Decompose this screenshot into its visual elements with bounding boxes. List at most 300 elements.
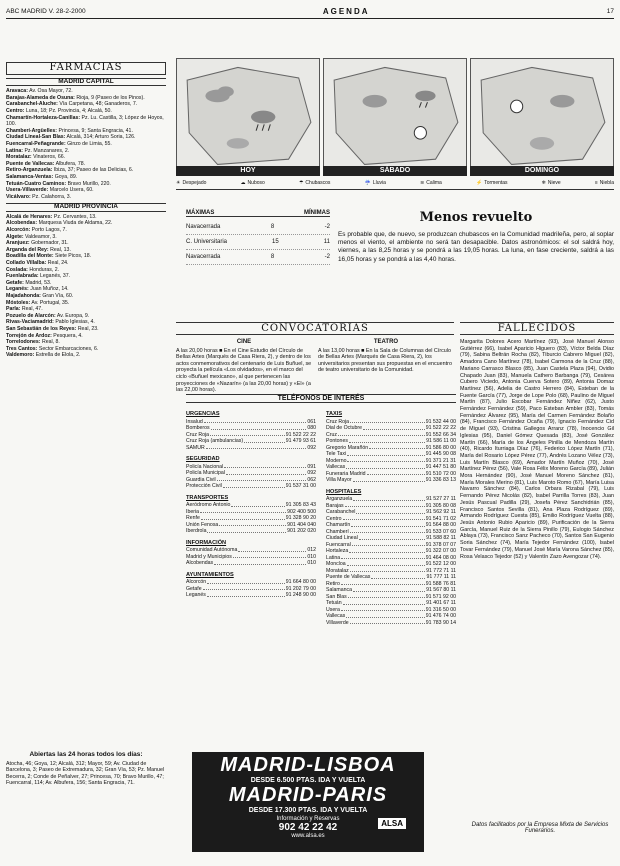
pharmacy-zone: Centro:	[6, 107, 25, 114]
farmacias-column	[6, 62, 166, 359]
pharmacy-address: Albufera, 78.	[55, 160, 86, 167]
temp-station: Navacerrada	[186, 254, 221, 260]
phone-name: Gregorio Marañón	[326, 444, 369, 451]
phone-number: 061	[307, 418, 316, 425]
pharmacy-zone: Tres Cantos:	[6, 345, 38, 352]
pharmacy-address: Pesquera, 4.	[53, 332, 83, 339]
leader-dots	[207, 528, 286, 533]
fallecidos-source: Datos facilitados por la Empresa Mixta de Servicios Funerarios.	[471, 822, 609, 834]
leader-dots	[204, 419, 307, 424]
cloud-icon	[550, 95, 574, 108]
leader-dots	[211, 425, 307, 430]
phone-name: Moncloa	[326, 561, 346, 567]
pharmacy-entry	[6, 174, 166, 181]
legend-item	[542, 180, 561, 186]
phone-number: 010	[307, 560, 316, 566]
telefonos-left-column	[186, 406, 316, 626]
phone-name: Chamberí	[326, 528, 349, 535]
day-today: HOY	[176, 166, 320, 176]
leader-dots	[367, 471, 425, 476]
pharmacy-entry	[6, 108, 166, 115]
leader-dots	[353, 496, 425, 501]
min-header: MÍNIMAS	[304, 210, 330, 216]
phone-number: 902 400 500	[287, 508, 316, 515]
pharmacy-address: Pz. Lu. Castilla, 3; López de Hoyos, 100.	[6, 114, 164, 128]
phone-number: 91 378 07 07	[425, 541, 456, 548]
phone-name: Arganzuela	[326, 496, 353, 502]
legend-label: Chubascos	[305, 180, 331, 186]
cloud-icon	[530, 137, 554, 150]
phone-name: Pontones	[326, 438, 348, 444]
pharmacy-zone: Fuenlabrada:	[6, 273, 39, 280]
farmacias-title: FARMACIAS	[6, 62, 166, 75]
weather-map-today	[176, 58, 320, 176]
phone-name: Barajas	[326, 502, 344, 509]
pharmacy-address: Siete Picos, 18.	[55, 253, 92, 260]
pharmacy-zone: Valdemoro:	[6, 352, 35, 359]
pharmacy-entry	[6, 194, 166, 201]
phone-number: 91 783 90 14	[425, 619, 456, 626]
pharmacy-entry	[6, 95, 166, 102]
pharmacy-entry	[6, 267, 166, 274]
pharmacy-address: Juan Muñoz, 14.	[30, 286, 69, 293]
leader-dots	[341, 607, 425, 612]
pharmacy-zone: Ciudad Lineal-San Blas:	[6, 134, 66, 141]
phone-number: 91 479 93 61	[285, 438, 316, 444]
phone-name: Guardia Civil	[186, 476, 216, 483]
phone-number: 91 571 92 00	[425, 593, 456, 600]
sun-icon	[414, 126, 426, 139]
phone-number: 91 522 22 22	[285, 431, 316, 438]
pharmacy-address: Pz. Calahorra, 3.	[32, 193, 72, 200]
phone-number: 91 537 31 00	[285, 483, 316, 489]
pharmacy-zone: Chamberí-Argüelles:	[6, 127, 58, 134]
pharmacy-entry	[6, 346, 166, 353]
phone-name: Policía Nacional	[186, 463, 224, 470]
phone-number: 91 588 76 81	[425, 580, 456, 587]
leader-dots	[349, 438, 425, 443]
phone-number: 91 510 72 00	[425, 470, 456, 477]
pharmacy-entry	[6, 333, 166, 340]
pharmacy-address: Vía Carpetana, 48; Ganaderos, 7.	[59, 101, 138, 108]
phone-name: Tele Taxi	[326, 451, 347, 457]
phone-group-title: SEGURIDAD	[186, 456, 220, 462]
phone-name: Villaverde	[326, 619, 349, 626]
pharmacy-entry	[6, 187, 166, 194]
leader-dots	[346, 464, 424, 469]
cloud-icon	[227, 138, 249, 149]
phone-name: Iberia	[186, 508, 199, 515]
legend-item	[176, 180, 206, 186]
pharmacy-entry	[6, 115, 166, 128]
weather-map-saturday	[323, 58, 467, 176]
phone-number: 91 336 83 13	[425, 477, 456, 483]
pharmacy-address: Rioja, 9 (Paseo de los Pinos).	[76, 94, 145, 101]
leader-dots	[363, 425, 425, 430]
pharmacy-zone: Puente de Vallecas:	[6, 160, 55, 167]
phone-number: 91 562 92 11	[426, 509, 456, 515]
pharmacy-address: Gran Vía, 60.	[42, 293, 74, 299]
map-saturday-graphic	[324, 59, 466, 175]
phone-name: Moderno	[326, 457, 347, 464]
phone-number: 91 476 74 00	[425, 613, 456, 619]
phone-name: Villa Mayor	[326, 477, 352, 483]
showers-icon: ☂	[298, 180, 304, 186]
phone-name: Vallecas	[326, 464, 346, 470]
leader-dots	[353, 477, 425, 482]
phone-name: Cruz Roja (ambulancias)	[186, 438, 244, 444]
leader-dots	[350, 568, 425, 573]
phone-name: Insalud	[186, 418, 203, 425]
leader-dots	[348, 594, 425, 599]
leader-dots	[346, 613, 424, 618]
pharmacy-address: Av. Portugal, 35.	[31, 299, 70, 306]
pharmacy-address: Real, 47.	[21, 306, 43, 313]
ad-line-paris: MADRID-PARIS	[228, 784, 388, 806]
phone-name: Getafe	[186, 585, 202, 592]
pharmacy-entry	[6, 306, 166, 313]
pharmacy-address: Leganés, 37.	[40, 273, 71, 280]
pharmacy-entry	[6, 319, 166, 326]
phone-number: 91 586 11 00	[426, 438, 456, 444]
temperature-row	[186, 235, 330, 250]
capital-title: MADRID CAPITAL	[6, 78, 166, 87]
pharmacy-address: Luna, 18; Pz. Provincia, 4; Alcalá, 50.	[25, 107, 112, 114]
legend-item	[476, 180, 508, 186]
pharmacy-entry	[6, 101, 166, 108]
phone-row	[186, 560, 316, 567]
phone-name: Hortaleza	[326, 548, 349, 554]
phone-number: 91 564 88 00	[425, 522, 456, 528]
pharmacy-address: Pz. Cervantes, 13.	[53, 213, 97, 220]
max-header: MÁXIMAS	[186, 210, 215, 216]
leader-dots	[350, 419, 425, 424]
leader-dots	[353, 587, 425, 592]
sun-icon: ☀	[176, 180, 181, 186]
phone-number: 080	[307, 425, 316, 431]
pharmacy-zone: Móstoles:	[6, 299, 31, 306]
phone-number: 91 567 80 11	[426, 587, 456, 593]
ad-price-lisboa: DESDE 6.500 PTAS. IDA Y VUELTA	[250, 777, 366, 784]
phone-row	[326, 620, 456, 627]
phone-number: 901 404 040	[287, 521, 316, 528]
pharmacy-entry	[6, 167, 166, 174]
phone-name: Vallecas	[326, 613, 346, 619]
leader-dots	[233, 554, 307, 559]
pharmacy-address: Madrid, 53.	[25, 279, 52, 286]
pharmacy-address: Pablo Iglesias, 4.	[55, 319, 95, 326]
phone-name: Renfe	[186, 515, 200, 521]
phone-number: 91 305 80 08	[425, 502, 456, 509]
pharmacy-entry	[6, 128, 166, 135]
pharmacy-entry	[6, 280, 166, 287]
phone-number: 91 588 82 11	[426, 535, 456, 541]
legend-label: Calima	[426, 180, 442, 186]
leader-dots	[214, 560, 306, 565]
phone-number: 91 772 71 11	[426, 567, 456, 574]
phone-row	[326, 477, 456, 484]
pharmacy-zone: Tetuán-Cuatro Caminos:	[6, 180, 67, 187]
phone-name: Alcorcón	[186, 579, 207, 585]
phone-name: Aeródromo Antonio	[186, 502, 231, 508]
ad-line-lisboa: MADRID-LISBOA	[220, 754, 396, 776]
pharmacy-address: Sector Embarcaciones, 6.	[38, 345, 99, 352]
pharmacy-address: Goya, 89.	[54, 173, 78, 180]
leader-dots	[210, 432, 285, 437]
legend-label: Lluvia	[372, 180, 386, 186]
pharmacy-zone: Aranjuez:	[6, 240, 30, 247]
legend-label: Despejado	[182, 180, 207, 186]
phone-group-title: TRANSPORTES	[186, 494, 229, 501]
day-sunday: DOMINGO	[470, 166, 614, 176]
legend-item	[299, 180, 331, 186]
phone-name: SAMUR	[186, 444, 205, 451]
temperature-rows	[186, 220, 330, 265]
page-header	[6, 6, 614, 19]
capital-list	[6, 88, 166, 200]
phone-name: Iberdrola	[186, 528, 207, 534]
pharmacy-zone: Vicálvaro:	[6, 193, 31, 200]
pharmacy-entry	[6, 234, 166, 241]
pharmacy-entry	[6, 220, 166, 227]
phone-number: 91 522 22 22	[425, 425, 456, 431]
phone-number: 091	[307, 463, 316, 470]
pharmacy-entry	[6, 181, 166, 188]
pharmacy-entry	[6, 214, 166, 221]
leader-dots	[350, 529, 425, 534]
pharmacy-address: Real, 23.	[77, 325, 99, 332]
leader-dots	[207, 579, 285, 584]
pharmacy-zone: Fuencarral-Peñagrande:	[6, 140, 66, 147]
phone-name: Salamanca	[326, 587, 352, 593]
haze-icon: ≋	[420, 180, 425, 186]
pharmacy-address: Marquesa Viuda de Aldama, 22.	[38, 220, 113, 227]
phone-number: 092	[307, 470, 316, 476]
temperatures-table	[186, 210, 330, 265]
legend-item	[420, 180, 442, 186]
phone-name: Usera	[326, 606, 340, 613]
pharmacy-zone: Chamartín-Hortaleza-Canillas:	[6, 114, 81, 121]
pharmacy-entry	[6, 339, 166, 346]
phone-number: 91 202 79 00	[285, 585, 316, 592]
leader-dots	[224, 464, 306, 469]
phone-name: Funeraria Madrid	[326, 470, 366, 477]
sun-icon	[511, 100, 523, 113]
pharmacy-entry	[6, 148, 166, 155]
phone-number: 91 541 71 02	[425, 515, 456, 522]
ad-info: Información y Reservas	[276, 816, 340, 822]
leader-dots	[217, 477, 307, 482]
pharmacy-entry	[6, 352, 166, 359]
cloud-icon	[363, 95, 387, 108]
temp-max: 8	[270, 224, 275, 230]
phone-name: Cruz Roja	[186, 431, 210, 438]
temp-max: 15	[272, 239, 279, 245]
leader-dots	[226, 470, 306, 475]
leader-dots	[338, 432, 425, 437]
telefonos-title: TELÉFONOS DE INTERÉS	[186, 394, 456, 403]
pharmacy-zone: Torrelodones:	[6, 339, 41, 346]
pharmacy-zone: San Sebastián de los Reyes:	[6, 325, 77, 332]
pharmacy-address: Real, 8.	[41, 339, 60, 346]
weather-maps	[176, 58, 614, 176]
open-24h-title: Abiertas las 24 horas todos los días:	[29, 751, 143, 758]
pharmacy-entry	[6, 253, 166, 260]
phone-number: 91 248 90 00	[285, 592, 316, 598]
pharmacy-zone: Getafe:	[6, 279, 24, 286]
storm-icon: ⚡	[475, 180, 483, 186]
pharmacy-address: Alcalá, 314; Arturo Soria, 126.	[66, 134, 136, 141]
pharmacy-entry	[6, 247, 166, 254]
rain-icon: ☔	[364, 180, 371, 186]
phone-number: 91 305 83 43	[285, 502, 316, 508]
pharmacy-zone: Arganda del Rey:	[6, 246, 49, 253]
pharmacy-zone: Alcobendas:	[6, 220, 38, 227]
leader-dots	[347, 458, 424, 463]
provincia-list	[6, 214, 166, 359]
weather-day-labels	[176, 166, 614, 176]
leader-dots	[219, 522, 286, 527]
phone-name: Puente de Vallecas	[326, 574, 371, 580]
phone-number: 91 532 44 00	[425, 418, 456, 425]
pharmacy-zone: Usera-Villaverde:	[6, 187, 49, 194]
phone-name: Carabanchel	[326, 509, 356, 515]
pharmacy-address: Princesa, 9; Santa Engracia, 41.	[58, 127, 133, 134]
phone-name: Latina	[326, 554, 341, 561]
phone-row	[186, 445, 316, 452]
pharmacy-address: Ibiza, 37; Paseo de las Delicias, 6.	[53, 167, 134, 174]
forecast-headline: Menos revuelto	[419, 210, 533, 225]
phone-number: 91 447 51 80	[425, 464, 456, 470]
weather-legend	[176, 180, 614, 190]
convocatorias-title: CONVOCATORIAS	[176, 322, 454, 335]
map-today-graphic	[177, 59, 319, 175]
phone-name: San Blas	[326, 593, 347, 600]
pharmacy-zone: Aravaca:	[6, 88, 28, 95]
forecast-article	[338, 210, 614, 264]
legend-item	[241, 180, 265, 186]
pharmacy-entry	[6, 154, 166, 161]
header-date: ABC MADRID V. 28-2-2000	[6, 7, 86, 15]
temperatures-header	[186, 210, 330, 217]
pharmacy-zone: Carabanchel-Aluche:	[6, 101, 58, 108]
pharmacy-address: Vinateros, 66.	[33, 154, 66, 161]
temp-station: C. Universitaria	[186, 239, 228, 245]
phone-name: Dial de Octubre	[326, 425, 363, 431]
leader-dots	[351, 522, 424, 527]
legend-label: Nuboso	[247, 180, 265, 186]
temp-station: Navacerrada	[186, 224, 221, 230]
leader-dots	[223, 483, 285, 488]
phone-name: Chamartín	[326, 522, 351, 528]
cloud-icon: ☁	[240, 180, 246, 186]
leader-dots	[345, 503, 425, 508]
phone-group-title: URGENCIAS	[186, 411, 220, 417]
legend-label: Nieve	[547, 180, 561, 186]
ad-price-paris: DESDE 17.300 PTAS. IDA Y VUELTA	[248, 807, 368, 814]
leader-dots	[350, 620, 425, 625]
pharmacy-zone: Retiro-Arganzuela:	[6, 167, 53, 174]
pharmacy-entry	[6, 273, 166, 280]
alsa-logo: ALSA	[378, 818, 406, 829]
leader-dots	[201, 515, 285, 520]
weather-map-sunday	[470, 58, 614, 176]
phone-number: 91 527 27 11	[426, 496, 456, 502]
temp-min: -2	[324, 224, 330, 230]
phone-number: 91 371 21 31	[425, 457, 456, 464]
leader-dots	[347, 451, 425, 456]
ad-web: www.alsa.es	[291, 833, 325, 839]
pharmacy-address: Gobernador, 31.	[31, 240, 69, 247]
snow-icon: ❄	[541, 180, 546, 186]
phone-number: 91 586 80 00	[425, 444, 456, 451]
leader-dots	[341, 581, 425, 586]
legend-item	[595, 180, 614, 186]
pharmacy-address: Real, 24.	[47, 260, 69, 267]
pharmacy-entry	[6, 313, 166, 320]
leader-dots	[200, 509, 286, 514]
phone-number: 91 777 11 11	[426, 574, 456, 580]
phone-name: Comunidad Autónoma	[186, 547, 238, 553]
phone-name: Centro	[326, 515, 342, 522]
phone-group-title: INFORMACIÓN	[186, 539, 227, 546]
phone-name: Alcobendas	[186, 560, 214, 566]
pharmacy-address: Bravo Murillo, 220.	[67, 180, 111, 187]
map-sunday-graphic	[471, 59, 613, 175]
legend-item	[365, 180, 386, 186]
phone-number: 91 445 90 08	[425, 451, 456, 457]
pharmacy-address: Pz. Manzanares, 2.	[24, 147, 70, 154]
phone-number: 901 202 020	[287, 528, 316, 534]
day-saturday: SÁBADO	[323, 166, 467, 176]
cine-title: CINE	[236, 339, 252, 345]
provincia-title: MADRID PROVINCIA	[6, 203, 166, 212]
fallecidos-title: FALLECIDOS	[460, 322, 614, 335]
teatro-title: TEATRO	[373, 339, 399, 345]
phone-number: 092	[307, 444, 316, 451]
phone-name: Ciudad Lineal	[326, 535, 358, 541]
pharmacy-zone: Majadahonda:	[6, 293, 41, 299]
pharmacy-address: Valdeamor, 3.	[25, 233, 57, 240]
phone-number: 91 322 07 00	[425, 548, 456, 554]
pharmacy-zone: Parla:	[6, 306, 21, 313]
leader-dots	[369, 445, 425, 450]
pharmacy-zone: Rivas-Vaciamadrid:	[6, 319, 54, 326]
cine-text: A las 20,00 horas ■ En el Cine Estudio del Círculo de Bellas Artes (Marqués de Casa Riera, 2), y dentro de los actos conmemorativos del centenario de Luis Buñuel, se proyecta la película «Los olvidados», en el marco del ciclo «Buñuel mexicano», al que pertenecen las proyecciones de «Nazarín» (a las 20,00 horas) y «El» (a las 22,00 horas).	[176, 347, 312, 394]
leader-dots	[231, 502, 284, 507]
phone-name: Protección Civil	[186, 483, 222, 489]
phone-row	[186, 483, 316, 490]
cine-block	[176, 339, 312, 394]
legend-label: Tormentas	[484, 180, 508, 186]
phone-number: 010	[307, 553, 316, 560]
phone-row	[186, 592, 316, 599]
pharmacy-entry	[6, 134, 166, 141]
phone-name: Retiro	[326, 580, 340, 587]
open-24h-box	[6, 752, 166, 787]
fallecidos-section	[460, 322, 614, 560]
pharmacy-entry	[6, 141, 166, 148]
phone-name: Fuencarral	[326, 541, 351, 548]
pharmacy-entry	[6, 240, 166, 247]
phone-group-title: HOSPITALES	[326, 488, 362, 495]
temp-min: -2	[324, 254, 330, 260]
pharmacy-address: Av. Osa Mayor, 72.	[29, 88, 73, 95]
leader-dots	[341, 555, 425, 560]
phone-group-title: AYUNTAMIENTOS	[186, 571, 234, 578]
leader-dots	[352, 542, 425, 547]
pharmacy-zone: Pozuelo de Alarcón:	[6, 312, 56, 319]
